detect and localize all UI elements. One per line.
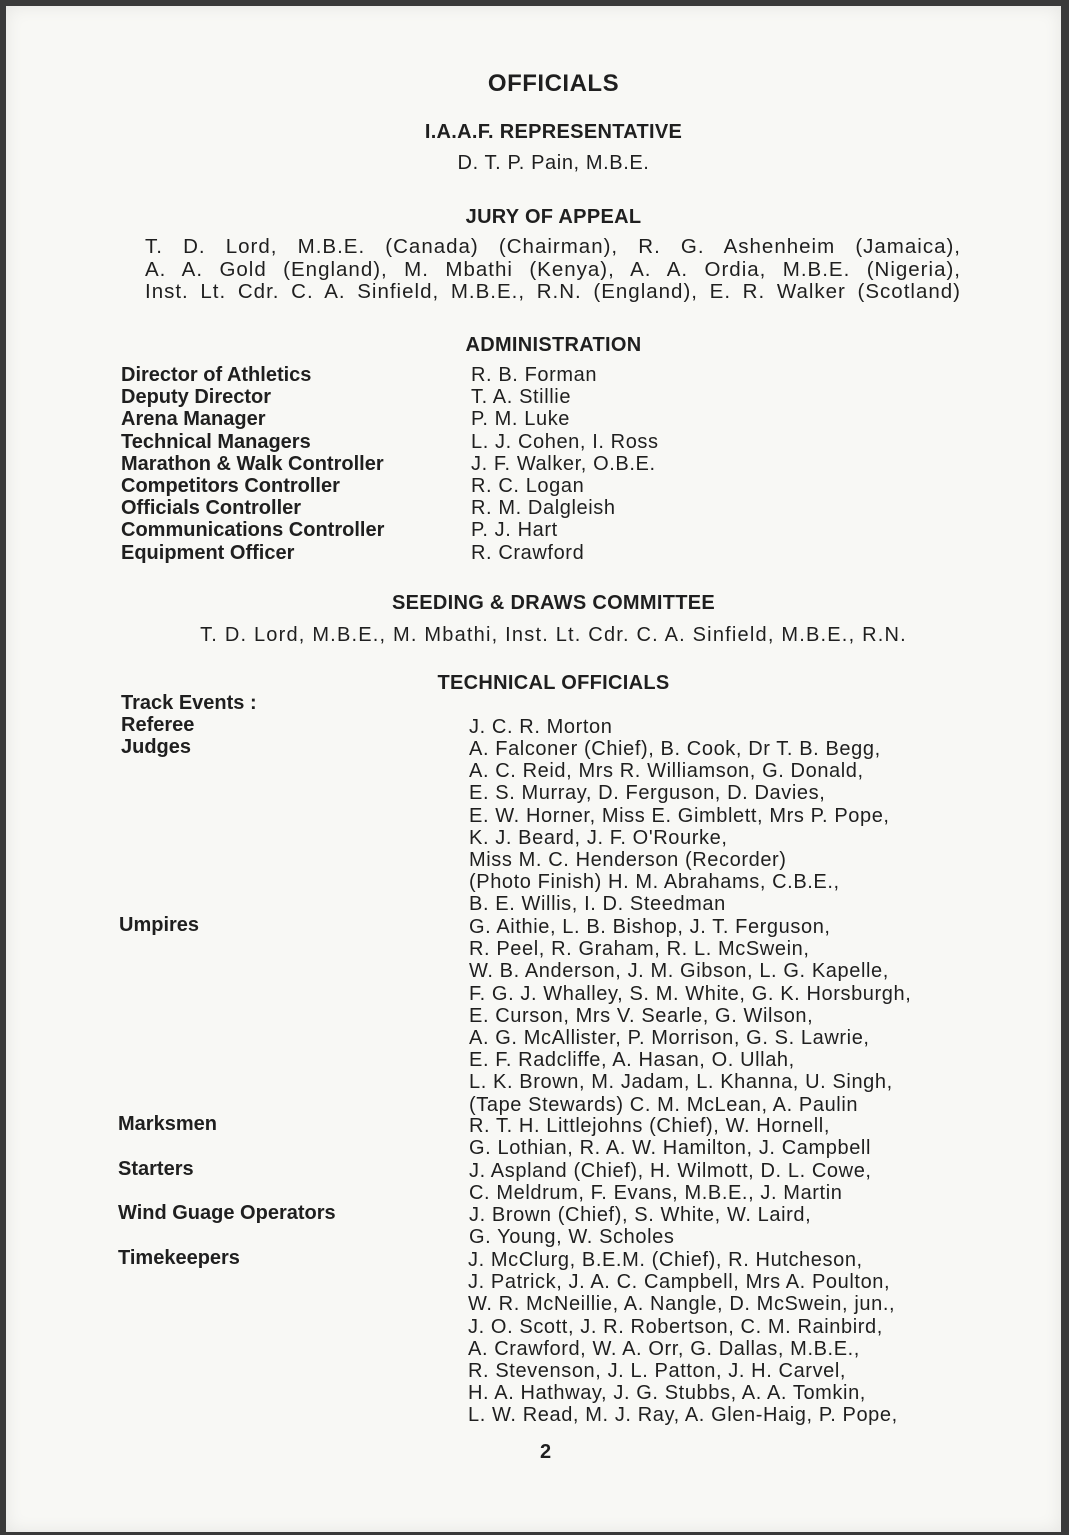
judges-label: Judges: [121, 736, 192, 758]
admin-role: Director of Athletics: [121, 364, 312, 386]
jury-heading: JURY OF APPEAL: [465, 206, 642, 228]
timekeepers-label: Timekeepers: [118, 1247, 240, 1269]
program-page: [6, 6, 1061, 1532]
admin-name: R. M. Dalgleish: [471, 497, 616, 520]
admin-name: P. M. Luke: [471, 408, 571, 431]
technical-heading: TECHNICAL OFFICIALS: [437, 672, 670, 694]
admin-role: Communications Controller: [121, 519, 385, 542]
admin-name: R. B. Forman: [471, 364, 598, 386]
admin-name: R. C. Logan: [471, 475, 585, 498]
wind-gauge-label: Wind Guage Operators: [118, 1202, 336, 1224]
admin-name: J. F. Walker, O.B.E.: [471, 452, 656, 475]
referee-label: Referee: [121, 714, 195, 736]
seeding-heading: SEEDING & DRAWS COMMITTEE: [391, 592, 716, 614]
timekeepers-names: J. McClurg, B.E.M. (Chief), R. Hutcheson, J. Patrick, J. A. C. Campbell, Mrs A. Poulton, W. R. McNeillie, A. Nangle, D. McSwein, jun., J. O. Scott, J. R. Robertson, C. M. Rainbird, A. Crawford, W. A. Orr, G. Dallas, M.B.E., R. Stevenson, J. L. Patton, J. H. Carvel, H. A. Hathway, J. G. Stubbs, A. A. Tomkin, L. W. Read, M. J. Ray, A. Glen-Haig, P. Pope,: [468, 1249, 898, 1427]
page-title: OFFICIALS: [487, 70, 620, 97]
jury-members: [145, 236, 961, 304]
administration-roles: [121, 364, 481, 564]
umpires-label: Umpires: [119, 914, 200, 936]
administration-names: [471, 364, 871, 564]
admin-role: Equipment Officer: [121, 541, 295, 564]
marksmen-names: R. T. H. Littlejohns (Chief), W. Hornell, G. Lothian, R. A. W. Hamilton, J. Campbell: [469, 1115, 872, 1160]
marksmen-label: Marksmen: [118, 1113, 217, 1135]
admin-name: T. A. Stillie: [471, 386, 572, 409]
admin-name: P. J. Hart: [471, 519, 558, 542]
admin-role: Officials Controller: [121, 497, 302, 520]
starters-label: Starters: [118, 1158, 194, 1180]
page-number: 2: [540, 1441, 552, 1463]
iaaf-representative: D. T. P. Pain, M.B.E.: [457, 152, 650, 174]
referee-names: J. C. R. Morton: [469, 716, 613, 738]
admin-role: Technical Managers: [121, 430, 311, 453]
seeding-members: T. D. Lord, M.B.E., M. Mbathi, Inst. Lt. Cdr. C. A. Sinfield, M.B.E., R.N.: [200, 624, 907, 646]
admin-name: R. Crawford: [471, 541, 585, 564]
admin-role: Deputy Director: [121, 386, 272, 409]
admin-role: Marathon & Walk Controller: [121, 452, 384, 475]
jury-line: T. D. Lord, M.B.E. (Canada) (Chairman), R. G. Ashenheim (Jamaica),: [145, 235, 961, 258]
starters-names: J. Aspland (Chief), H. Wilmott, D. L. Cowe, C. Meldrum, F. Evans, M.B.E., J. Martin: [469, 1160, 872, 1205]
admin-role: Competitors Controller: [121, 475, 340, 498]
administration-heading: ADMINISTRATION: [465, 334, 642, 356]
admin-name: L. J. Cohen, I. Ross: [471, 430, 659, 453]
jury-line: A. A. Gold (England), M. Mbathi (Kenya), A. A. Ordia, M.B.E. (Nigeria),: [145, 257, 961, 281]
umpires-names: G. Aithie, L. B. Bishop, J. T. Ferguson, R. Peel, R. Graham, R. L. McSwein, W. B. Anderson, J. M. Gibson, L. G. Kapelle, F. G. J. Whalley, S. M. White, G. K. Horsburgh, E. Curson, Mrs V. Searle, G. Wilson, A. G. McAllister, P. Morrison, G. S. Lawrie, E. F. Radcliffe, A. Hasan, O. Ullah, L. K. Brown, M. Jadam, L. Khanna, U. Singh, (Tape Stewards) C. M. McLean, A. Paulin: [469, 916, 912, 1116]
judges-names: A. Falconer (Chief), B. Cook, Dr T. B. Begg, A. C. Reid, Mrs R. Williamson, G. Donald, E. S. Murray, D. Ferguson, D. Davies, E. W. Horner, Miss E. Gimblett, Mrs P. Pope, K. J. Beard, J. F. O'Rourke, Miss M. C. Henderson (Recorder) (Photo Finish) H. M. Abrahams, C.B.E., B. E. Willis, I. D. Steedman: [469, 738, 890, 916]
wind-gauge-names: J. Brown (Chief), S. White, W. Laird, G. Young, W. Scholes: [469, 1204, 812, 1249]
track-events-label: Track Events :: [121, 692, 257, 714]
jury-line: Inst. Lt. Cdr. C. A. Sinfield, M.B.E., R.N. (England), E. R. Walker (Scotland): [145, 280, 961, 303]
admin-role: Arena Manager: [121, 408, 266, 431]
iaaf-heading: I.A.A.F. REPRESENTATIVE: [424, 121, 683, 143]
